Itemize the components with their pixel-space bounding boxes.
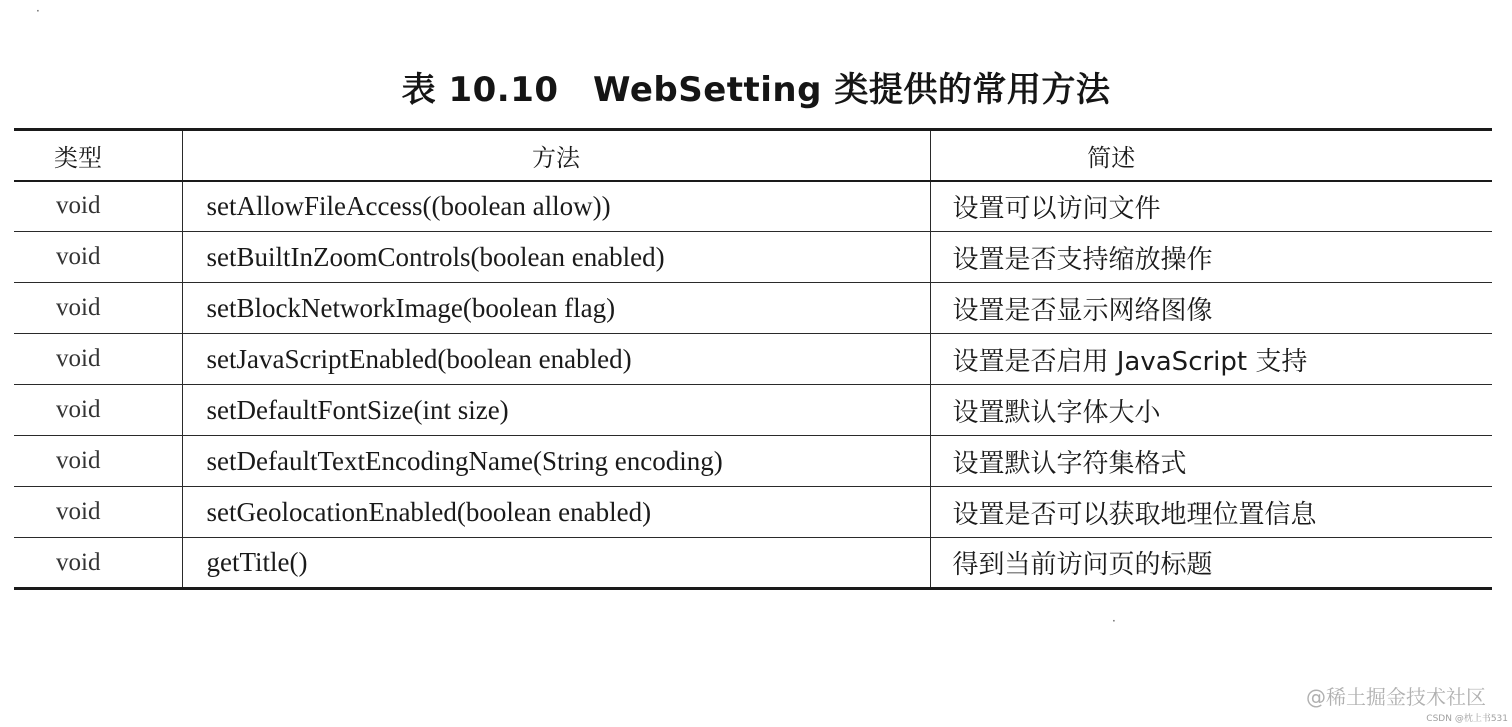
cell-method: setAllowFileAccess((boolean allow)) — [182, 181, 930, 232]
table-body — [14, 181, 1492, 589]
cell-type: void — [56, 243, 101, 270]
header-row — [14, 130, 1492, 181]
cell-description: 设置是否显示网络图像 — [930, 283, 1492, 334]
table-row — [14, 283, 1492, 334]
table-row — [14, 334, 1492, 385]
cell-type: void — [56, 345, 101, 372]
cell-description: 设置是否启用 JavaScript 支持 — [930, 334, 1492, 385]
cell-type: void — [56, 498, 101, 525]
table-row — [14, 385, 1492, 436]
cell-type: void — [56, 447, 101, 474]
cell-method: setGeolocationEnabled(boolean enabled) — [182, 487, 930, 538]
table-row — [14, 232, 1492, 283]
header-description: 简述 — [930, 130, 1492, 181]
cell-description: 设置是否支持缩放操作 — [930, 232, 1492, 283]
cell-type: void — [56, 294, 101, 321]
methods-table-container — [14, 128, 1492, 590]
scan-mark: · — [1112, 614, 1116, 628]
methods-table — [14, 128, 1492, 590]
table-row — [14, 538, 1492, 589]
table-header — [14, 130, 1492, 181]
cell-description: 设置默认字符集格式 — [930, 436, 1492, 487]
cell-method: setDefaultTextEncodingName(String encoding) — [182, 436, 930, 487]
watermark-juejin: @稀土掘金技术社区 — [1306, 685, 1486, 709]
cell-method: setBuiltInZoomControls(boolean enabled) — [182, 232, 930, 283]
table-row — [14, 181, 1492, 232]
header-method: 方法 — [182, 130, 930, 181]
cell-description: 设置是否可以获取地理位置信息 — [930, 487, 1492, 538]
watermark-csdn: CSDN @枕上书531 — [1426, 714, 1508, 724]
cell-type: void — [56, 192, 101, 220]
cell-type: void — [56, 396, 101, 423]
header-type: 类型 — [54, 143, 102, 172]
table-row — [14, 436, 1492, 487]
cell-description: 设置默认字体大小 — [930, 385, 1492, 436]
cell-type: void — [56, 548, 101, 576]
cell-method: setDefaultFontSize(int size) — [182, 385, 930, 436]
cell-method: getTitle() — [182, 538, 930, 589]
table-row — [14, 487, 1492, 538]
table-caption: 表 10.10 WebSetting 类提供的常用方法 — [401, 70, 1111, 110]
cell-description: 设置可以访问文件 — [930, 181, 1492, 232]
cell-method: setBlockNetworkImage(boolean flag) — [182, 283, 930, 334]
cell-method: setJavaScriptEnabled(boolean enabled) — [182, 334, 930, 385]
scan-mark: · — [36, 4, 40, 18]
cell-description: 得到当前访问页的标题 — [930, 538, 1492, 589]
